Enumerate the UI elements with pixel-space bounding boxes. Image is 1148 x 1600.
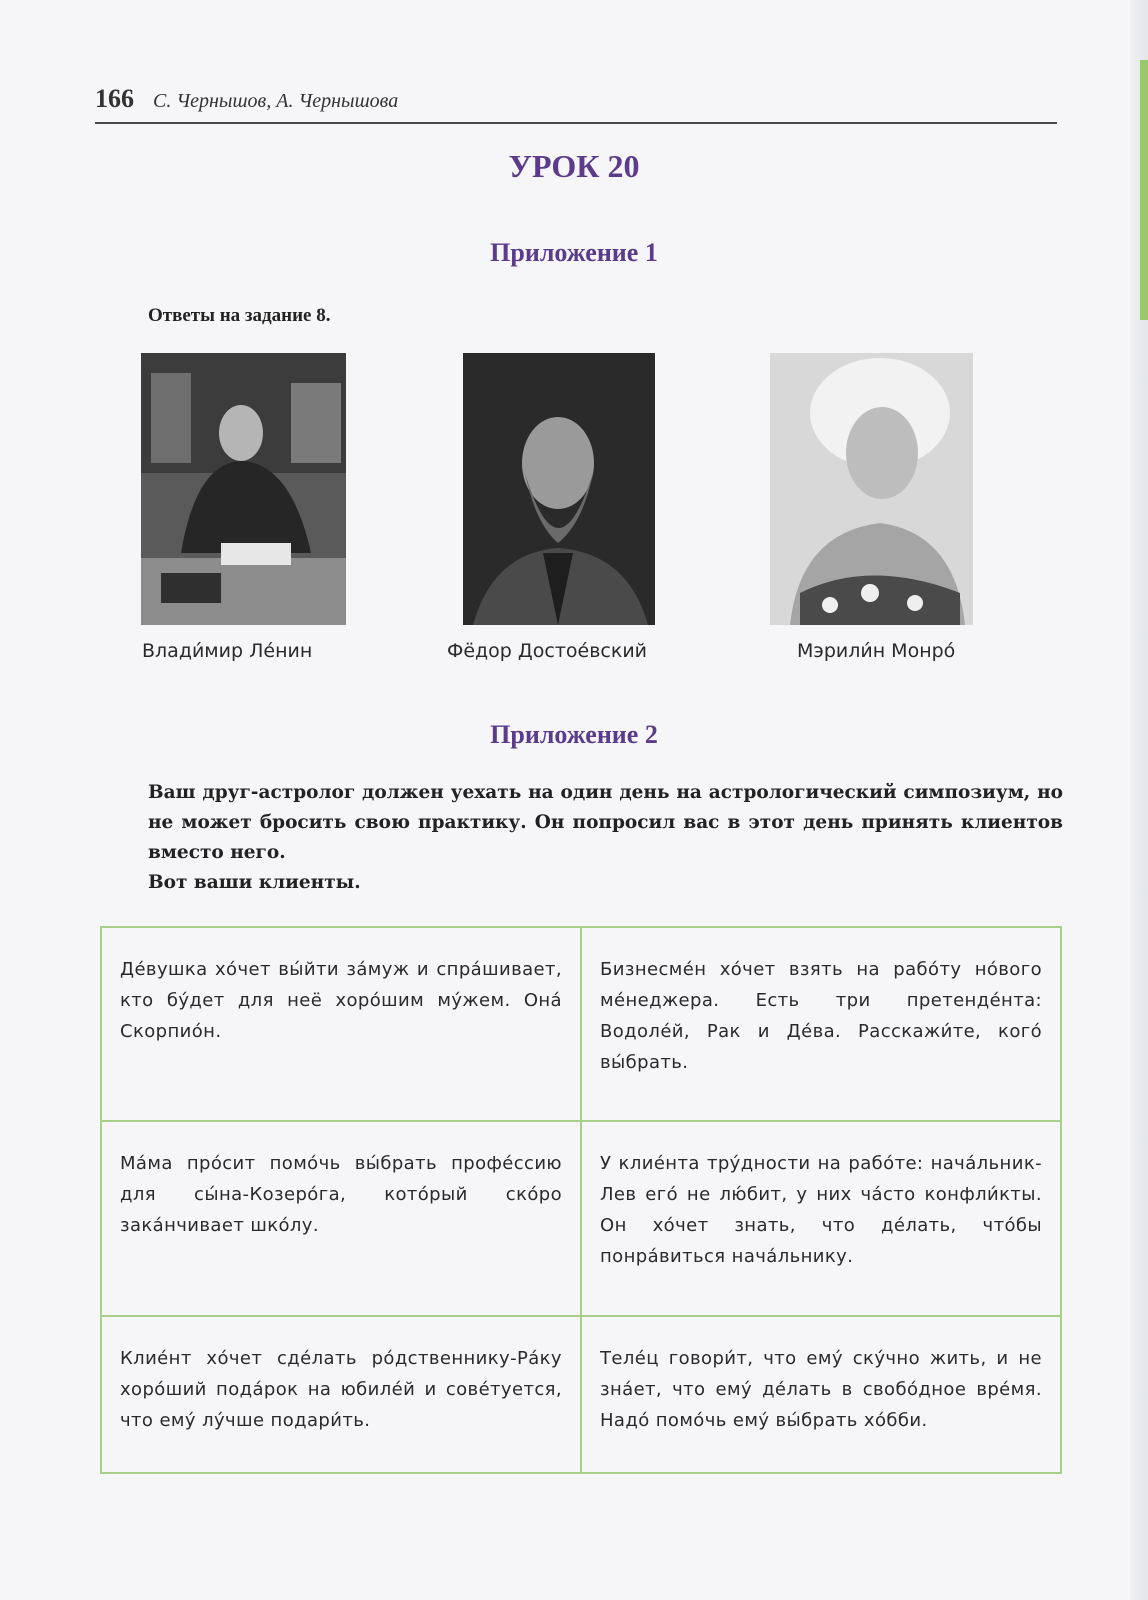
page-header (95, 84, 1057, 124)
table-row (101, 1316, 1061, 1473)
appendix-2-intro (148, 778, 1063, 898)
caption-dostoevsky: Фёдор Достое́вский (447, 640, 648, 662)
client-cell: Теле́ц говори́т, что ему́ ску́чно жить, и не зна́ет, что ему́ де́лать в свобо́дное вре́мя. Надо́ помо́чь ему́ вы́брать хо́бби. (581, 1316, 1061, 1473)
appendix-1-title: Приложение 1 (490, 238, 658, 267)
table-row (101, 1121, 1061, 1315)
caption-lenin: Влади́мир Ле́нин (142, 640, 313, 662)
portrait-lenin (141, 353, 346, 625)
client-cell: Де́вушка хо́чет вы́йти за́муж и спра́шивает, кто бу́дет для неё хоро́шим му́жем. Она́ Скорпио́н. (101, 927, 581, 1121)
client-cell: Клие́нт хо́чет сде́лать ро́дственнику-Ра́ку хоро́ший пода́рок на юбиле́й и сове́туется, что ему́ лу́чше подари́ть. (101, 1316, 581, 1473)
page-number: 166 (95, 84, 134, 113)
task-label: Ответы на задание 8. (148, 305, 331, 326)
client-cell: Ма́ма про́сит помо́чь вы́брать профе́ссию для сы́на-Козеро́га, кото́рый ско́ро зака́нчивает шко́лу. (101, 1121, 581, 1315)
intro-last-line: Вот ваши клиенты. (148, 872, 361, 893)
caption-monroe: Мэрили́н Монро́ (797, 640, 956, 662)
appendix-2-title: Приложение 2 (490, 720, 658, 749)
client-cell: Бизнесме́н хо́чет взять на рабо́ту но́вого ме́неджера. Есть три претенде́нта: Водоле́й, Рак и Де́ва. Расскажи́те, кого́ вы́брать. (581, 927, 1061, 1121)
intro-paragraph: Ваш друг-астролог должен уехать на один день на астрологический симпозиум, но не может бросить свою практику. Он попросил вас в этот день принять клиентов вместо него. (148, 782, 1063, 863)
portrait-monroe (770, 353, 973, 625)
lesson-title: УРОК 20 (508, 148, 640, 184)
portrait-dostoevsky (463, 353, 655, 625)
running-head-authors: С. Чернышов, А. Чернышова (153, 90, 399, 112)
clients-table (100, 926, 1062, 1474)
client-cell: У клие́нта тру́дности на рабо́те: нача́льник-Лев его́ не лю́бит, у них ча́сто конфли́кты. Он хо́чет знать, что де́лать, что́бы понра́виться нача́льнику. (581, 1121, 1061, 1315)
table-row (101, 927, 1061, 1121)
page-edge-strip (1140, 60, 1148, 320)
